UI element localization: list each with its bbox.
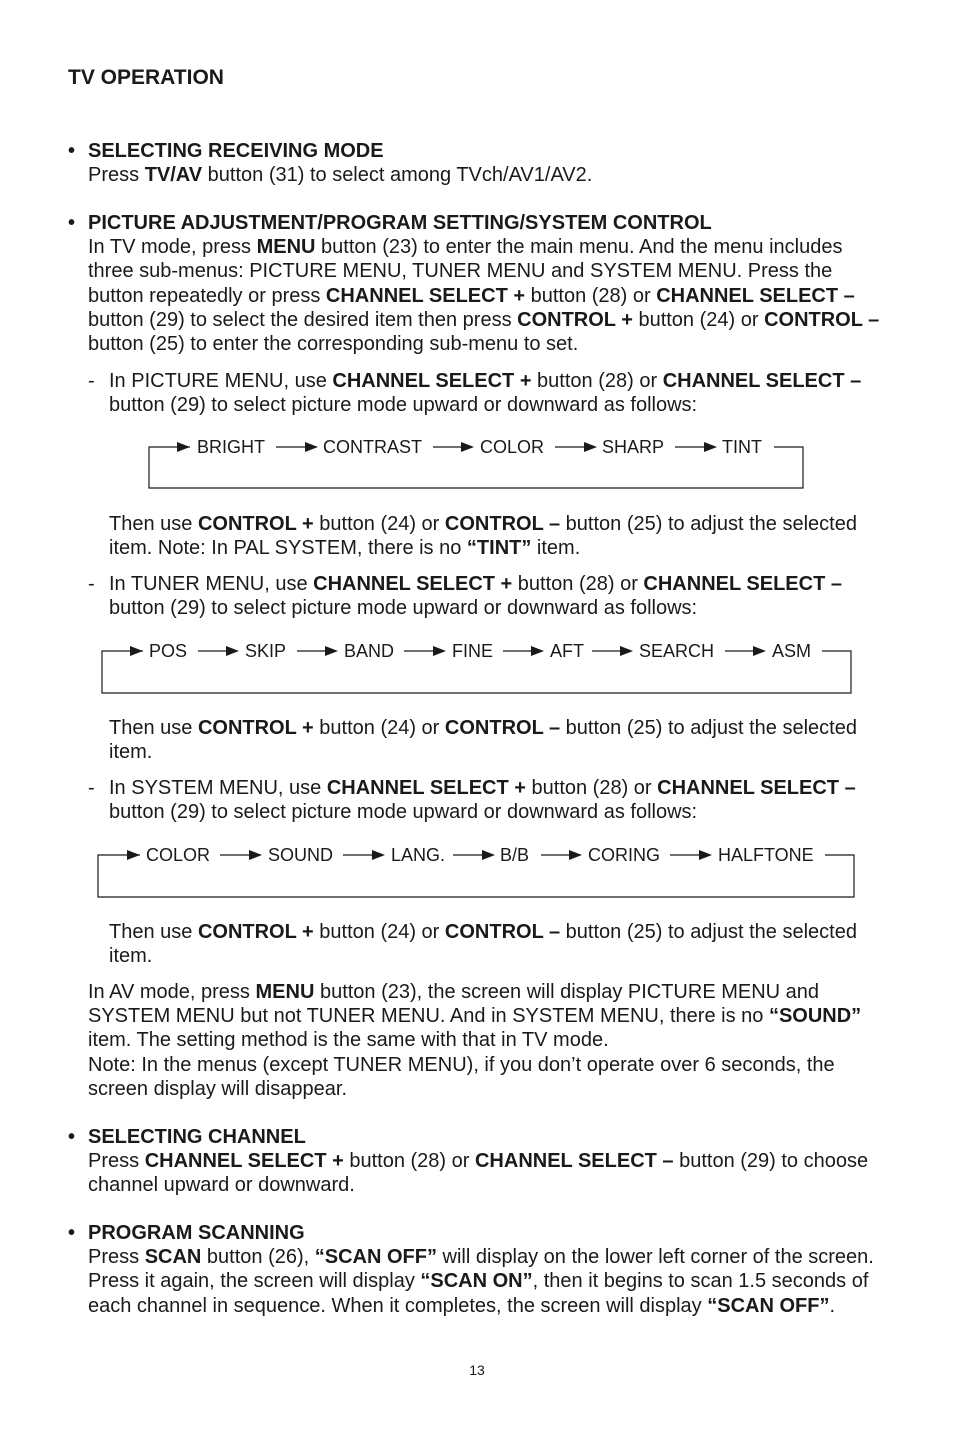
system-menu-then: Then use CONTROL + button (24) or CONTROL – button (25) to adjust the selected item. (109, 921, 857, 968)
bullet: • (68, 1222, 76, 1244)
flow-item: SEARCH (639, 641, 715, 661)
section-heading: SELECTING CHANNEL (88, 1126, 306, 1148)
av-mode-text: In AV mode, press MENU button (23), the screen will display PICTURE MENU and SYSTEM MENU but not TUNER MENU. And in SYSTEM MENU, there is no “SOUND” item. The setting method is the same with that in TV mode. (88, 981, 862, 1052)
bullet: • (68, 212, 76, 234)
flow-item: SKIP (245, 641, 287, 661)
flow-item: B/B (500, 845, 530, 865)
flow-item: COLOR (480, 437, 545, 457)
section-selecting-channel (88, 1125, 888, 1198)
av-mode-note: Note: In the menus (except TUNER MENU), if you don’t operate over 6 seconds, the screen display will disappear. (88, 1053, 835, 1100)
tuner-menu-then: Then use CONTROL + button (24) or CONTROL – button (25) to adjust the selected item. (109, 717, 857, 764)
section-body: Press TV/AV button (31) to select among TVch/AV1/AV2. (88, 164, 593, 187)
page-number: 13 (469, 1362, 485, 1378)
picture-menu-intro: In PICTURE MENU, use CHANNEL SELECT + button (28) or CHANNEL SELECT – button (29) to select picture mode upward or downward as follows: (109, 370, 862, 417)
flow-item: BAND (344, 641, 395, 661)
picture-menu-then: Then use CONTROL + button (24) or CONTROL – button (25) to adjust the selected item. Note: In PAL SYSTEM, there is no “TINT” item. (109, 513, 857, 560)
dash: - (88, 777, 95, 799)
flow-item: SOUND (268, 845, 334, 865)
section-heading: PICTURE ADJUSTMENT/PROGRAM SETTING/SYSTEM CONTROL (88, 212, 712, 234)
section-body: In TV mode, press MENU button (23) to enter the main menu. And the menu includes three sub-menus: PICTURE MENU, TUNER MENU and SYSTEM MENU. Press the button repeatedly or press CHANNEL SELECT + button (28) or CHANNEL SELECT – button (29) to select the desired item then press CONTROL + button (24) or CONTROL – button (25) to enter the corresponding sub-menu to set. (88, 236, 880, 356)
flow-item: CONTRAST (323, 437, 422, 457)
bullet: • (68, 140, 76, 162)
flow-item: POS (149, 641, 188, 661)
section-program-scanning (88, 1221, 888, 1318)
flow-item: SHARP (602, 437, 665, 457)
page-title: TV OPERATION (68, 66, 224, 89)
flow-item: HALFTONE (718, 845, 814, 865)
flow-item: TINT (722, 437, 762, 457)
section-body: Press CHANNEL SELECT + button (28) or CHANNEL SELECT – button (29) to choose channel upward or downward. (88, 1150, 869, 1197)
flow-item: ASM (772, 641, 812, 661)
bullet: • (68, 1126, 76, 1148)
flow-item: BRIGHT (197, 437, 266, 457)
section-heading: SELECTING RECEIVING MODE (88, 140, 384, 162)
section-body: Press SCAN button (26), “SCAN OFF” will display on the lower left corner of the screen. Press it again, the screen will display “SCAN ON”, then it begins to scan 1.5 seconds of each channel in sequence. When it completes, the screen will display “SCAN OFF”. (88, 1246, 874, 1317)
av-mode-paragraph (88, 980, 888, 1101)
dash: - (88, 370, 95, 392)
flow-item: FINE (452, 641, 494, 661)
flow-item: AFT (550, 641, 584, 661)
flow-item: COLOR (146, 845, 211, 865)
section-heading: PROGRAM SCANNING (88, 1222, 305, 1244)
flow-item: LANG. (391, 845, 446, 865)
tuner-menu-intro: In TUNER MENU, use CHANNEL SELECT + button (28) or CHANNEL SELECT – button (29) to select picture mode upward or downward as follows: (109, 573, 842, 620)
system-menu-intro: In SYSTEM MENU, use CHANNEL SELECT + button (28) or CHANNEL SELECT – button (29) to select picture mode upward or downward as follows: (109, 777, 856, 824)
dash: - (88, 573, 95, 595)
flow-item: CORING (588, 845, 660, 865)
